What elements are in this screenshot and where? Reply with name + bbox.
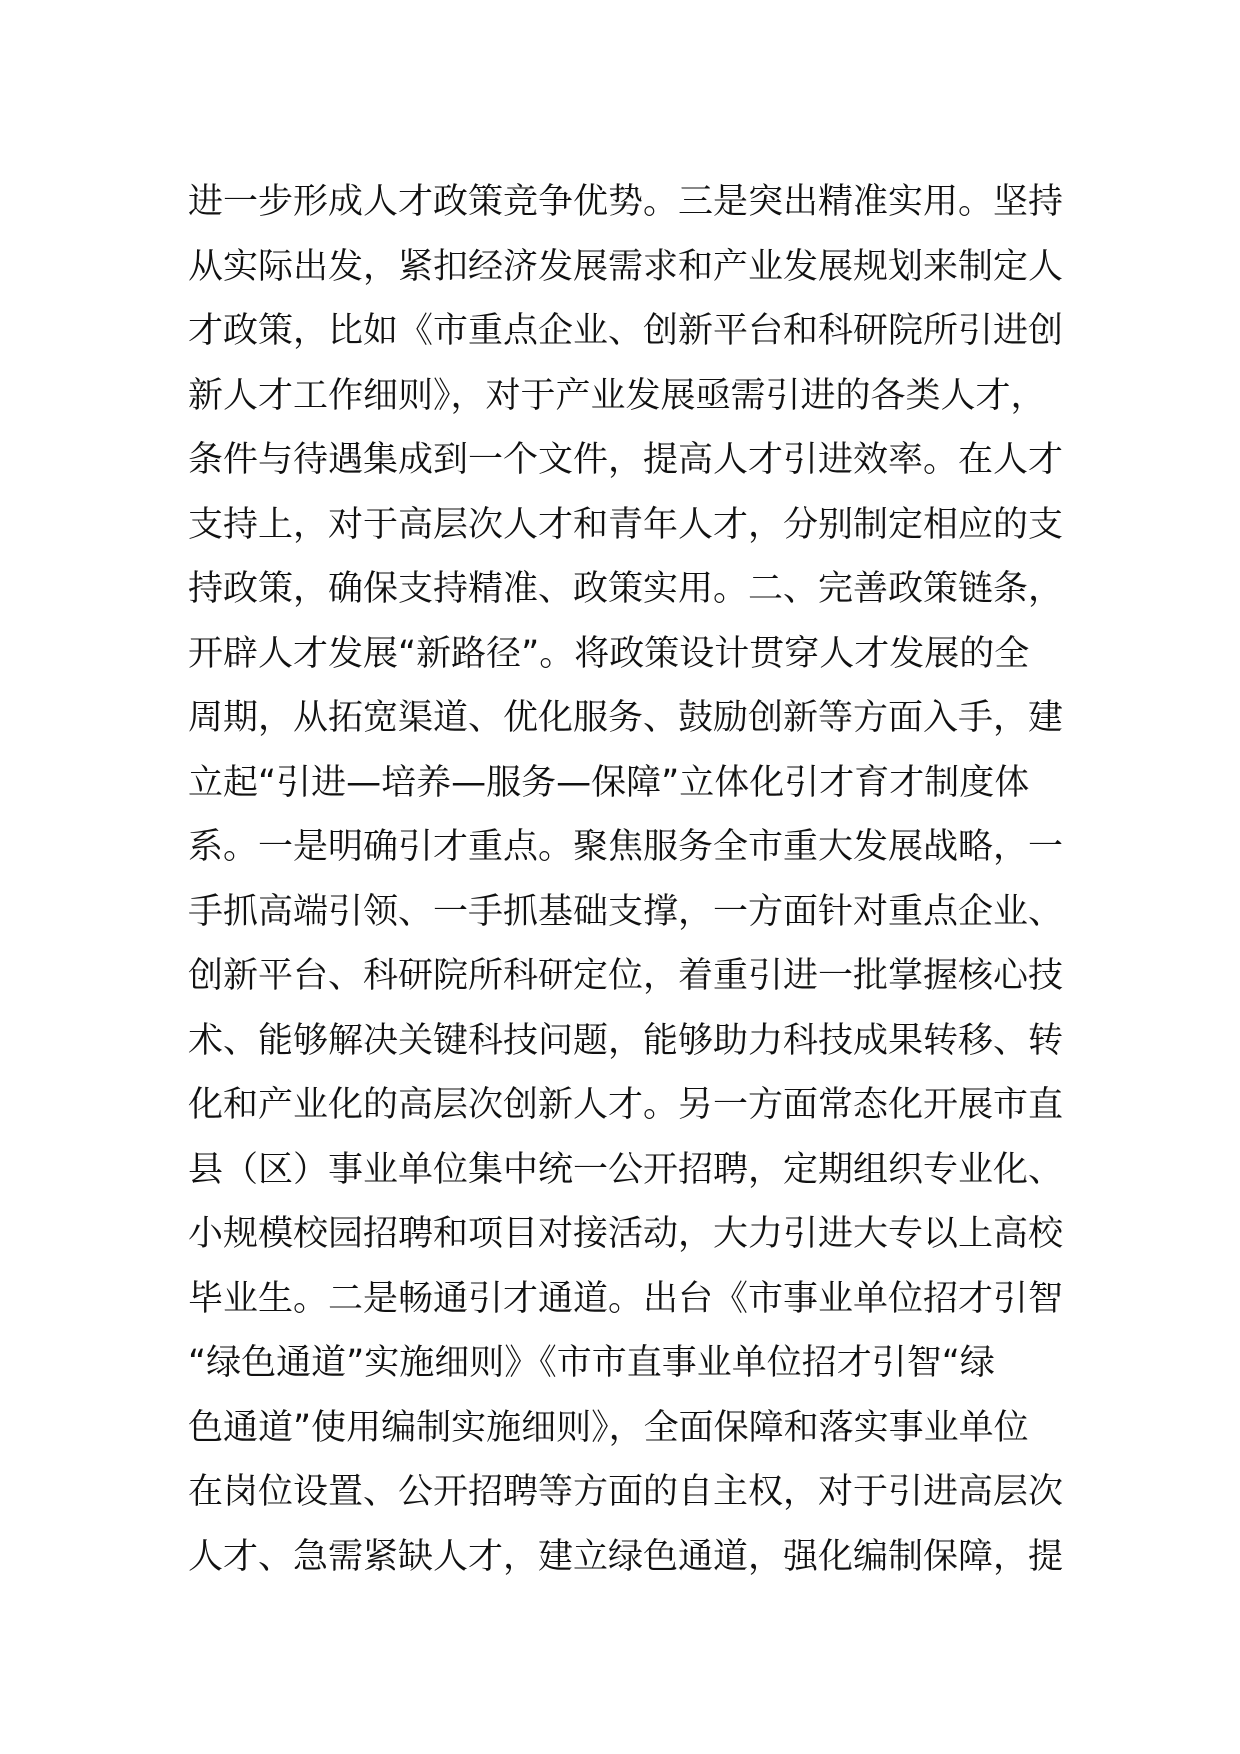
text-line: 支持上，对于高层次人才和青年人才，分别制定相应的支 xyxy=(188,504,1064,545)
text-line: 术、能够解决关键科技问题，能够助力科技成果转移、转 xyxy=(188,1020,1064,1061)
text-line: 县（区）事业单位集中统一公开招聘，定期组织专业化、 xyxy=(188,1149,1064,1190)
text-line: 开辟人才发展“新路径”。将政策设计贯穿人才发展的全 xyxy=(188,633,1030,674)
text-line: 小规模校园招聘和项目对接活动，大力引进大专以上高校 xyxy=(188,1214,1064,1254)
text-line: 系。一是明确引才重点。聚焦服务全市重大发展战略，一 xyxy=(188,827,1064,867)
body-text xyxy=(188,170,1068,1589)
text-line: 化和产业化的高层次创新人才。另一方面常态化开展市直 xyxy=(188,1085,1064,1125)
text-line: 条件与待遇集成到一个文件，提高人才引进效率。在人才 xyxy=(188,440,1064,480)
text-line: 持政策，确保支持精准、政策实用。二、完善政策链条， xyxy=(188,569,1064,609)
text-line: 新人才工作细则》，对于产业发展亟需引进的各类人才， xyxy=(188,375,1046,416)
text-line: 从实际出发，紧扣经济发展需求和产业发展规划来制定人 xyxy=(188,246,1064,287)
text-line: 才政策，比如《市重点企业、创新平台和科研院所引进创 xyxy=(188,311,1064,351)
text-line: 在岗位设置、公开招聘等方面的自主权，对于引进高层次 xyxy=(188,1472,1064,1512)
text-line: 进一步形成人才政策竞争优势。三是突出精准实用。坚持 xyxy=(188,182,1064,222)
text-line: 手抓高端引领、一手抓基础支撑，一方面针对重点企业、 xyxy=(188,891,1064,932)
text-line: 创新平台、科研院所科研定位，着重引进一批掌握核心技 xyxy=(188,956,1064,996)
text-line: 立起“引进—培养—服务—保障”立体化引才育才制度体 xyxy=(188,762,1030,803)
text-line: 人才、急需紧缺人才，建立绿色通道，强化编制保障，提 xyxy=(188,1536,1064,1577)
text-line: 周期，从拓宽渠道、优化服务、鼓励创新等方面入手，建 xyxy=(188,698,1064,738)
text-line: 色通道”使用编制实施细则》，全面保障和落实事业单位 xyxy=(188,1407,1029,1448)
text-line: “绿色通道”实施细则》《市市直事业单位招才引智“绿 xyxy=(188,1343,995,1383)
text-line: 毕业生。二是畅通引才通道。出台《市事业单位招才引智 xyxy=(188,1278,1064,1319)
